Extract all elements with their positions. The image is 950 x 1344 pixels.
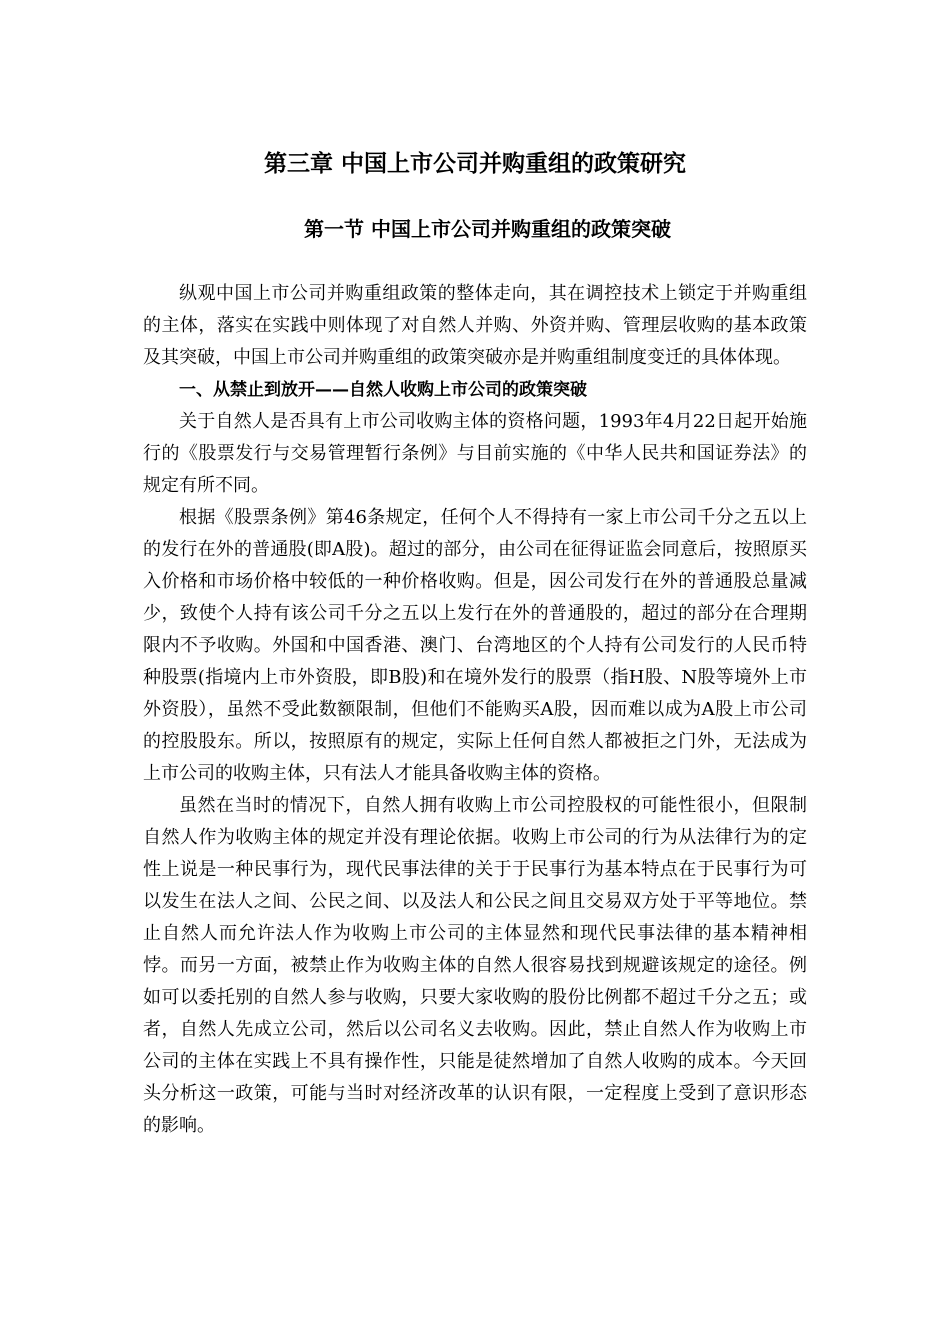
paragraph-1: 关于自然人是否具有上市公司收购主体的资格问题，1993年4月22日起开始施行的《股票发行与交易管理暂行条例》与目前实施的《中华人民共和国证券法》的规定有所不同。 [143,411,807,496]
paragraph-2: 根据《股票条例》第46条规定，任何个人不得持有一家上市公司千分之五以上的发行在外的普通股(即A股)。超过的部分，由公司在征得证监会同意后，按照原买入价格和市场价格中较低的一种价格收购。但是，因公司发行在外的普通股总量减少，致使个人持有该公司千分之五以上发行在外的普通股的，超过的部分在合理期限内不予收购。外国和中国香港、澳门、台湾地区的个人持有公司发行的人民币特种股票(指境内上市外资股，即B股)和在境外发行的股票（指H股、N股等境外上市外资股），虽然不受此数额限制，但他们不能购买A股，因而难以成为A股上市公司的控股股东。所以，按照原有的规定，实际上任何自然人都被拒之门外，无法成为上市公司的收购主体，只有法人才能具备收购主体的资格。 [143,507,807,784]
chapter-title: 第三章 中国上市公司并购重组的政策研究 [263,151,686,177]
subheading-natural-person-acquisition: 一、从禁止到放开——自然人收购上市公司的政策突破 [179,380,587,400]
paragraph-3: 虽然在当时的情况下，自然人拥有收购上市公司控股权的可能性很小，但限制自然人作为收购主体的规定并没有理论依据。收购上市公司的行为从法律行为的定性上说是一种民事行为，现代民事法律的关于于民事行为基本特点在于民事行为可以发生在法人之间、公民之间、以及法人和公民之间且交易双方处于平等地位。禁止自然人而允许法人作为收购上市公司的主体显然和现代民事法律的基本精神相悖。而另一方面，被禁止作为收购主体的自然人很容易找到规避该规定的途径。例如可以委托别的自然人参与收购，只要大家收购的股份比例都不超过千分之五；或者，自然人先成立公司，然后以公司名义去收购。因此，禁止自然人作为收购上市公司的主体在实践上不具有操作性，只能是徒然增加了自然人收购的成本。今天回头分析这一政策，可能与当时对经济改革的认识有限，一定程度上受到了意识形态的影响。 [143,795,807,1136]
body-text [143,278,807,1142]
section-title: 第一节 中国上市公司并购重组的政策突破 [304,217,671,241]
paragraph-intro: 纵观中国上市公司并购重组政策的整体走向，其在调控技术上锁定于并购重组的主体，落实在实践中则体现了对自然人并购、外资并购、管理层收购的基本政策及其突破，中国上市公司并购重组的政策突破亦是并购重组制度变迁的具体体现。 [143,283,807,368]
